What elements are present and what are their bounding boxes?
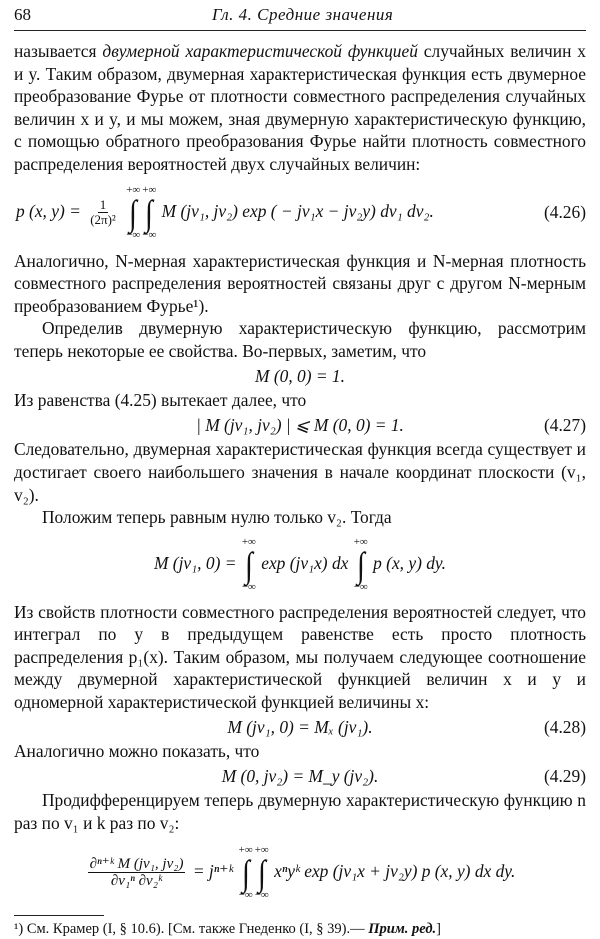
equation-4-27: | M (jv₁, jv₂) | ⩽ M (0, 0) = 1. (4.27) (196, 414, 586, 435)
paragraph-3: Определив двумерную характеристическую функцию, рассмотрим теперь некоторые ее свойства. Во-первых, заметим, что (14, 318, 586, 361)
footnote: ¹) См. Крамер (I, § 10.6). [См. также Гнеденко (I, § 39).— Прим. ред.] (14, 920, 442, 937)
equation-m00: M (0, 0) = 1. (255, 365, 345, 386)
equation-4-26: p (x, y) = $\frac{1}{\text{(2π)²}}$ +∞ ∫ −∞ +∞ ∫ −∞ M (jv₁, jv₂) exp ( − jv₁x − jv₂y) dv₁ dv₂. (4.26) (16, 183, 586, 241)
equation-4-28: M (jv₁, 0) = Mₓ (jv₁). (4.28) (227, 716, 586, 737)
equation-4-29: M (0, jv₂) = M_y (jv₂). (4.29) (221, 765, 586, 786)
page-number: 68 (14, 5, 31, 24)
paragraph-8: Аналогично можно показать, что (14, 741, 260, 762)
equation-number: (4.26) (543, 202, 586, 223)
integral-sign: +∞ ∫ −∞ (353, 535, 368, 593)
derivative-fraction: $\frac{\text{∂ⁿ⁺ᵏ M (jv₁, jv₂)}}{\text{∂v₁ⁿ ∂v₂ᵏ}}$ (89, 855, 184, 890)
paragraph-6: Положим теперь равным нулю только v₂. Тогда (42, 507, 392, 528)
paragraph-1: называется двумерной характеристической функцией случайных величин x и y. Таким образом, двумерная характеристическая функция есть двумерное преобразование Фурье от плотности совместного распределения случайных величин x и y, и мы можем, зная двумерную характеристическую функцию, с помощью обратного преобразования Фурье найти плотность совместного распределения вероятностей двух случайных величин: (14, 41, 586, 174)
integral-sign: +∞ ∫ −∞ (241, 535, 256, 593)
paragraph-9: Продифференцируем теперь двумерную характеристическую функцию n раз по v₁ и k раз по v₂: (14, 790, 586, 834)
footnote-rule (14, 915, 104, 916)
paragraph-2: Аналогично, N-мерная характеристическая функция и N-мерная плотность совместного распределения вероятностей связаны друг с другом N-мерным преобразованием Фурье¹). (14, 250, 586, 316)
fraction: $\frac{1}{\text{(2π)²}}$ (90, 196, 116, 228)
integral-sign: +∞ ∫ −∞ (142, 183, 157, 241)
equation-number: (4.29) (543, 765, 586, 786)
equation-number: (4.28) (543, 716, 586, 737)
term-emphasis: двумерной характеристической функцией (102, 41, 418, 61)
body-text (14, 40, 586, 939)
integral-sign: +∞ ∫ −∞ (254, 843, 269, 901)
paragraph-5: Следовательно, двумерная характеристическая функция всегда существует и достигает своего наибольшего значения в начале координат плоскости (v₁, v₂). (14, 439, 586, 505)
integral-sign: +∞ ∫ −∞ (238, 843, 253, 901)
equation-derivative: $\frac{\text{∂ⁿ⁺ᵏ M (jv₁, jv₂)}}{\text{∂v₁ⁿ ∂v₂ᵏ}}$ = jⁿ⁺ᵏ +∞ ∫ −∞ +∞ ∫ −∞ xⁿyᵏ exp (jv₁x + jv₂y) p (x, y) dx dy. (89, 843, 516, 901)
equation-m-jv1-0: M (jv₁, 0) = +∞ ∫ −∞ exp (jv₁x) dx +∞ ∫ −∞ p (x, y) dy. (153, 535, 447, 593)
equation-number: (4.27) (543, 414, 586, 435)
paragraph-4: Из равенства (4.25) вытекает далее, что (14, 390, 307, 411)
paragraph-7: Из свойств плотности совместного распределения вероятностей следует, что интеграл по y в предыдущем равенстве есть просто плотность распределения p₁(x). Таким образом, мы получаем следующее соотношение между двумерной характеристической функцией величин x и y и одномерной характеристической функцией величины x: (14, 601, 586, 713)
integral-sign: +∞ ∫ −∞ (126, 183, 141, 241)
page-header (14, 4, 586, 31)
running-title: Гл. 4. Средние значения (212, 5, 394, 24)
